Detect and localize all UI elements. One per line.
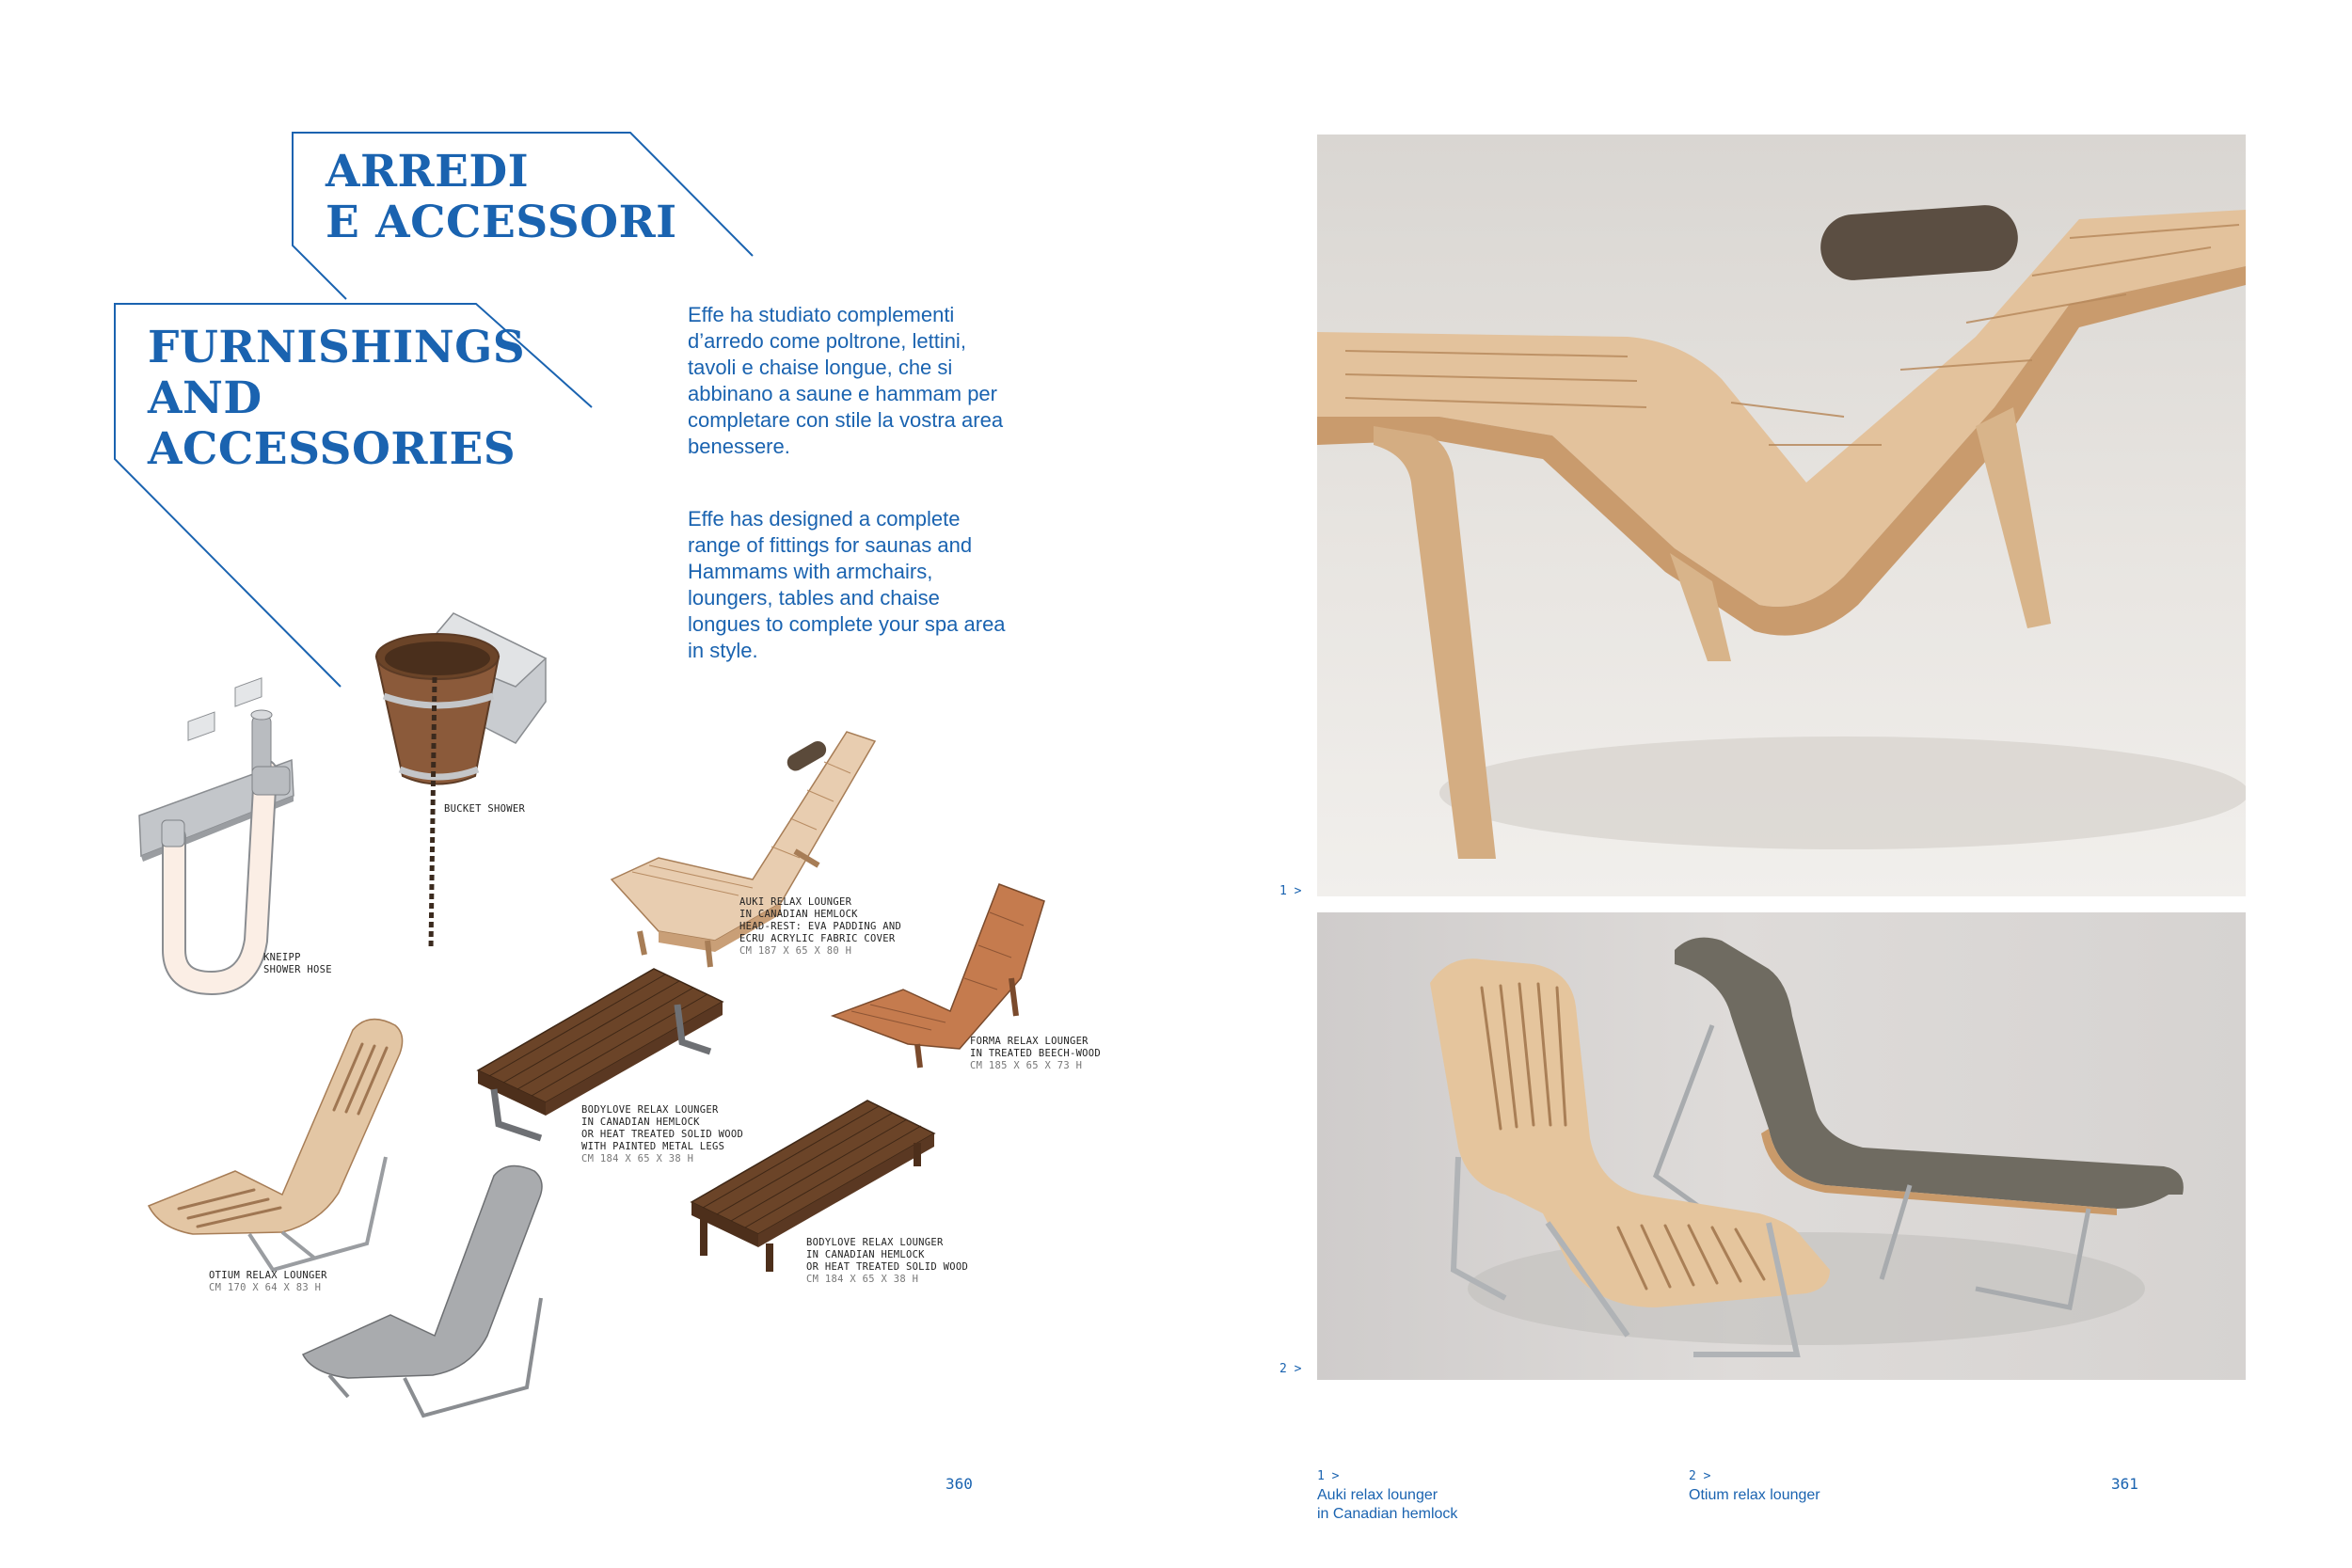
caption-bucket-shower: BUCKET SHOWER: [444, 803, 526, 815]
photo-caption-1: 1 > Auki relax lounger in Canadian hemlock: [1317, 1469, 1458, 1522]
photo-marker-2: 2 >: [1279, 1362, 1302, 1376]
otium-lounger-wood-illustration: [149, 1020, 403, 1270]
intro-text-english: Effe has designed a complete range of fittings for saunas and Hammams with armchairs, loungers, tables and chaise longues to complete your spa area in style.: [688, 507, 1006, 662]
caption-auki-lounger: AUKI RELAX LOUNGER IN CANADIAN HEMLOCK HEAD-REST: EVA PADDING AND ECRU ACRYLIC FABRIC COVER CM 187 X 65 X 80 H: [739, 896, 902, 957]
kneipp-shower-hose-illustration: [139, 678, 294, 983]
caption-bodylove-lounger-2: BODYLOVE RELAX LOUNGER IN CANADIAN HEMLOCK OR HEAT TREATED SOLID WOOD CM 184 X 65 X 38 H: [806, 1237, 969, 1285]
otium-loungers-photo-art: [1317, 912, 2246, 1380]
title-english: FURNISHINGS AND ACCESSORIES: [148, 322, 526, 475]
bucket-shower-illustration: [376, 613, 546, 950]
photo-caption-2: 2 > Otium relax lounger: [1689, 1469, 1820, 1503]
photo-auki-lounger: [1317, 135, 2246, 896]
intro-text-italian: Effe ha studiato complementi d’arredo come poltrone, lettini, tavoli e chaise longue, che si abbinano a saune e hammam per completare con stile la vostra area benessere.: [688, 303, 1004, 458]
photo-otium-loungers: [1317, 912, 2246, 1380]
auki-lounger-photo-art: [1317, 135, 2246, 896]
photo-marker-1: 1 >: [1279, 884, 1302, 898]
title-italian: ARREDI E ACCESSORI: [326, 146, 677, 248]
page-number-left: 360: [946, 1475, 973, 1493]
caption-forma-lounger: FORMA RELAX LOUNGER IN TREATED BEECH-WOOD CM 185 X 65 X 73 H: [970, 1036, 1102, 1071]
caption-otium-lounger: OTIUM RELAX LOUNGER CM 170 X 64 X 83 H: [209, 1270, 327, 1293]
otium-lounger-grey-illustration: [303, 1166, 542, 1416]
page-number-right: 361: [2111, 1475, 2138, 1493]
caption-bodylove-lounger-1: BODYLOVE RELAX LOUNGER IN CANADIAN HEMLOCK OR HEAT TREATED SOLID WOOD WITH PAINTED METAL LEGS CM 184 X 65 X 38 H: [581, 1104, 744, 1164]
caption-kneipp-shower-hose: KNEIPP SHOWER HOSE: [263, 952, 332, 975]
